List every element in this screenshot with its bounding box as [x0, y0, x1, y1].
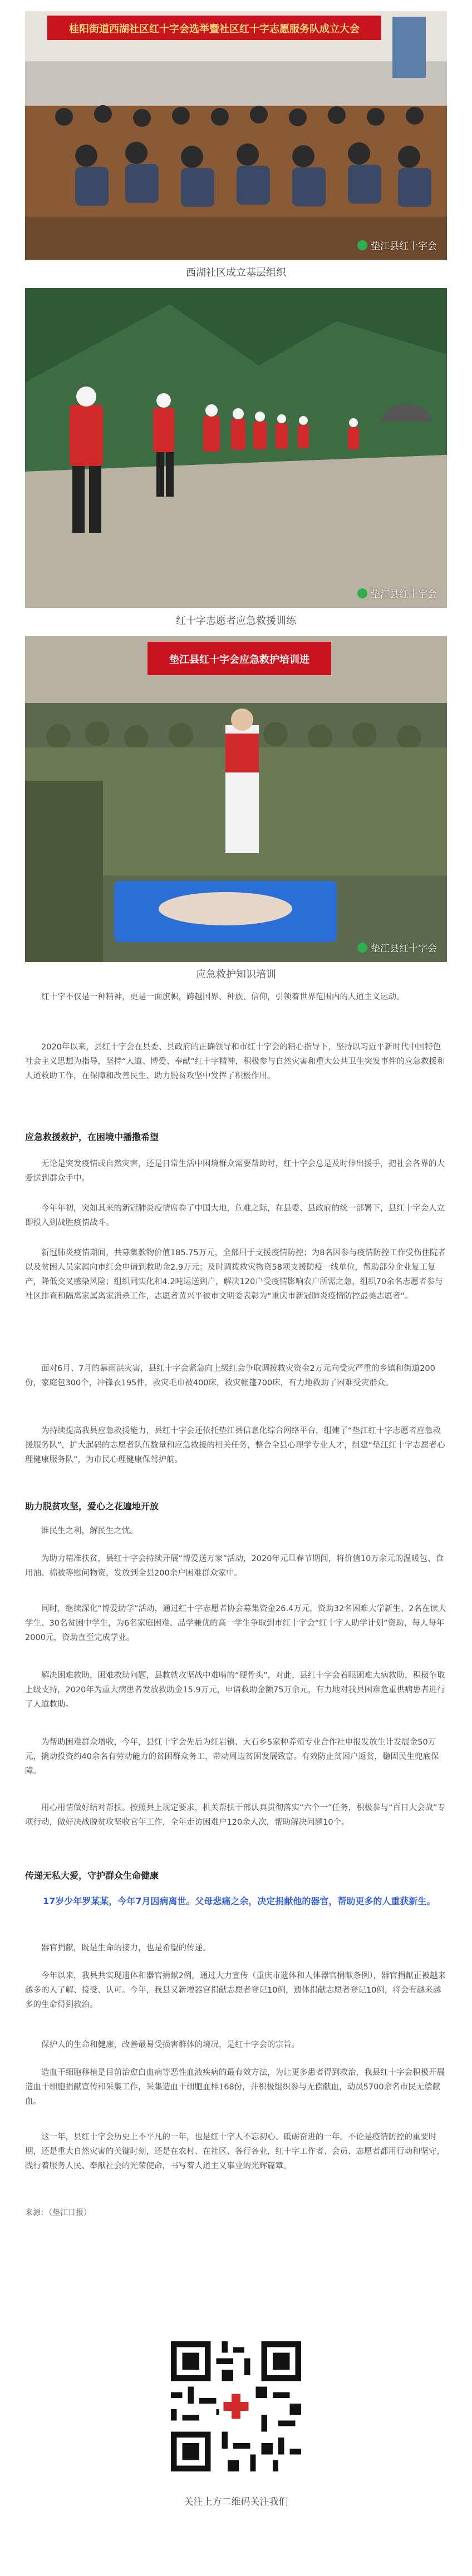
source-line: 来源：（垫江日报）: [25, 2208, 91, 2217]
meeting-banner-text: 桂阳街道西湖社区红十字会选举暨社区红十字志愿服务队成立大会: [69, 23, 360, 35]
body-paragraph: 造血干细胞移植是目前治愈白血病等恶性血液疾病的最有效方法，为让更多患者得到救治，我县红十字会积极开展造血干细胞捐献宣传和采集工作，采集造血干细胞血样168份，并积极组织参与无偿献血，动员5700余名市民无偿献血。: [25, 2068, 445, 2106]
body-paragraph: 今年年初，突如其来的新冠肺炎疫情席卷了中国大地，危难之际，在县委、县政府的统一部署下，县红十字会人立即投入到战胜疫情战斗。: [25, 1204, 445, 1227]
section-heading: 助力脱贫攻坚，爱心之花遍地开放: [25, 1501, 159, 1512]
body-paragraph: 今年以来，我县共实现遗体和器官捐献2例，通过大力宣传（重庆市遗体和人体器官捐献条例），器官捐献正被越来越多的人了解、接受、认可。今年，我县又新增器官捐献志愿者登记10例，遗体捐献志愿者登记10例，将会有越来越多的生命得到救治。: [25, 1971, 446, 2009]
body-paragraph: 这一年，县红十字会历史上不平凡的一年，也是红十字人不忘初心、砥砺奋进的一年。不论是疫情防控的重要时期，还是重大自然灾害的关键时刻，还是在农村、在社区、各行各业，红十字工作者、会员、志愿者都用行动和坚守，践行着服务人民、奉献社会的光荣使命，书写着人道主义事业的光辉篇章。: [25, 2133, 445, 2171]
qr-caption: 关注上方二维码关注我们: [184, 2496, 288, 2508]
intro-paragraph: 2020年以来，县红十字会在县委、县政府的正确领导和市红十字会的精心指导下，坚持以习近平新时代中国特色社会主义思想为指导，坚持“人道、博爱、奉献”红十字精神，积极参与自然灾害和重大公共卫生突发事件的应急救援和人道救助工作，在保障和改善民生、助力脱贫攻坚中发挥了积极作用。: [25, 1043, 445, 1081]
body-paragraph: 为帮助困难群众增收，今年，县红十字会先后为红岩镇、大石乡5家种养殖专业合作社申报发放生计发展金50万元，撬动投资约40余名有劳动能力的贫困群众务工，带动周边贫困发展致富。有效防止贫困户返贫，稳固民生兜底保障。: [25, 1738, 439, 1776]
body-paragraph: 为持续提高我县应急救援能力，县红十字会还依托垫江县信息化综合网络平台，组建了“垫江红十字志愿者应急救援服务队”，扩大起码的志愿者队伍数量和应急救援的相关任务，整合全县心理学专业人才，组建“垫江红十字志愿者心理健康服务队”，为市民心理健康保驾护航。: [25, 1426, 445, 1464]
training-banner-text: 垫江县红十字会应急救护培训进: [169, 654, 309, 666]
watermark: 垫江县红十字会: [357, 586, 437, 600]
photo-meeting-hall: [25, 11, 447, 260]
body-paragraph: 谁民生之利，解民生之忧。: [41, 1527, 138, 1535]
section-heading: 应急救援救护，在困境中播撒希望: [25, 1132, 159, 1142]
watermark: 垫江县红十字会: [357, 238, 437, 252]
body-paragraph: 同时，继续深化“博爱助学”活动，通过红十字志愿者协会募集资金26.4万元，资助32名困难大学新生、2名在读大学生、30名贫困中学生，为6名家庭困难、品学兼优的高一学生争取到市红十字会“红十字人助学计划”资助，每人每年2000元，资助直至完成学业。: [25, 1604, 446, 1642]
photo-rescue-training: [25, 288, 447, 608]
body-paragraph: 保护人的生命和健康，改善最易受损害群体的境况，是红十字会的宗旨。: [41, 2040, 299, 2049]
intro-paragraph: 红十字不仅是一种精神，更是一面旗帜，跨越国界、种族、信仰，引领着世界范围内的人道主义运动。: [41, 993, 405, 1002]
meeting-hall-illustration: [25, 11, 447, 260]
body-paragraph: 无论是突发疫情或自然灾害，还是日常生活中困境群众需要帮助时，红十字会总是及时伸出援手，把社会各界的大爱送到群众手中。: [25, 1160, 445, 1183]
body-paragraph: 器官捐献，既是生命的接力，也是希望的传递。: [41, 1944, 211, 1953]
body-paragraph: 解决困难救助，困难救助问题，县救就攻坚战中难啃的“硬骨头”，对此，县红十字会着眼困难大病救助，积极争取上级支持，2020年为重大病患者发放救助金15.9万元，申请救助金额75万余元，有力地对我县困难危重供病患者进行了人道救助。: [25, 1671, 445, 1709]
photo-first-aid-class: [25, 636, 447, 962]
highlight-lead: 17岁少年罗某某，今年7月因病离世。父母悲痛之余，决定捐献他的器官，帮助更多的人重获新生。: [43, 1896, 436, 1906]
red-cross-logo-icon: [357, 588, 367, 598]
body-paragraph: 新冠肺炎疫情期间，共募集款物价值185.75万元，全部用于支援疫情防控；为8名因参与疫情防控工作受伤住院者以及贫困人员家属向市红会申请到救助金2.9万元；及时调拨救灾物资58项支援防疫一线单位，帮助部分企业复工复产，降低交叉感染风险；组织同实化和4.2吨运送到户，解决120户受疫情影响农户所需之急，组织70余名志愿者参与社区排查和隔离家属离家消杀工作，志愿者黄兴平被市文明委表彰为“重庆市新冠肺炎疫情防控最美志愿者”。: [25, 1249, 446, 1301]
first-aid-illustration: [25, 636, 447, 962]
photo-caption: 红十字志愿者应急救援训练: [176, 615, 296, 627]
rescue-training-illustration: [25, 288, 447, 608]
qr-code[interactable]: [165, 2336, 307, 2477]
red-cross-logo-icon: [357, 240, 367, 250]
section-heading: 传递无私大爱，守护群众生命健康: [25, 1870, 159, 1881]
body-paragraph: 用心用情做好结对帮扶。按照县上规定要求，机关帮扶干部认真贯彻落实“六个一”任务，积极参与“百日大会战”专项行动，做好决战脱贫攻坚收官年工作，全年走访困难户120余人次，帮助解决问题10个。: [25, 1804, 446, 1827]
photo-caption: 西湖社区成立基层组织: [186, 267, 286, 279]
red-cross-logo-icon: [357, 943, 367, 953]
watermark: 垫江县红十字会: [357, 940, 437, 954]
photo-caption: 应急救护知识培训: [196, 969, 276, 980]
qr-code-graphic: [165, 2336, 307, 2477]
body-paragraph: 面对6月、7月的暴雨洪灾害，县红十字会紧急向上级红会争取调拨救灾资金2万元向受灾严重的乡镇和街道200份，家庭包300个，冲锋衣195件，救灾毛巾被400床，救灾帐篷700床，有力地救助了困难受灾群众。: [25, 1364, 435, 1388]
body-paragraph: 为助力精准扶贫，县红十字会持续开展“博爱送万家”活动，2020年元旦春节期间，将价值10万余元的温暖包、食用油、棉被等慰问物资，发放到全县200余户困难群众家中。: [25, 1554, 444, 1578]
